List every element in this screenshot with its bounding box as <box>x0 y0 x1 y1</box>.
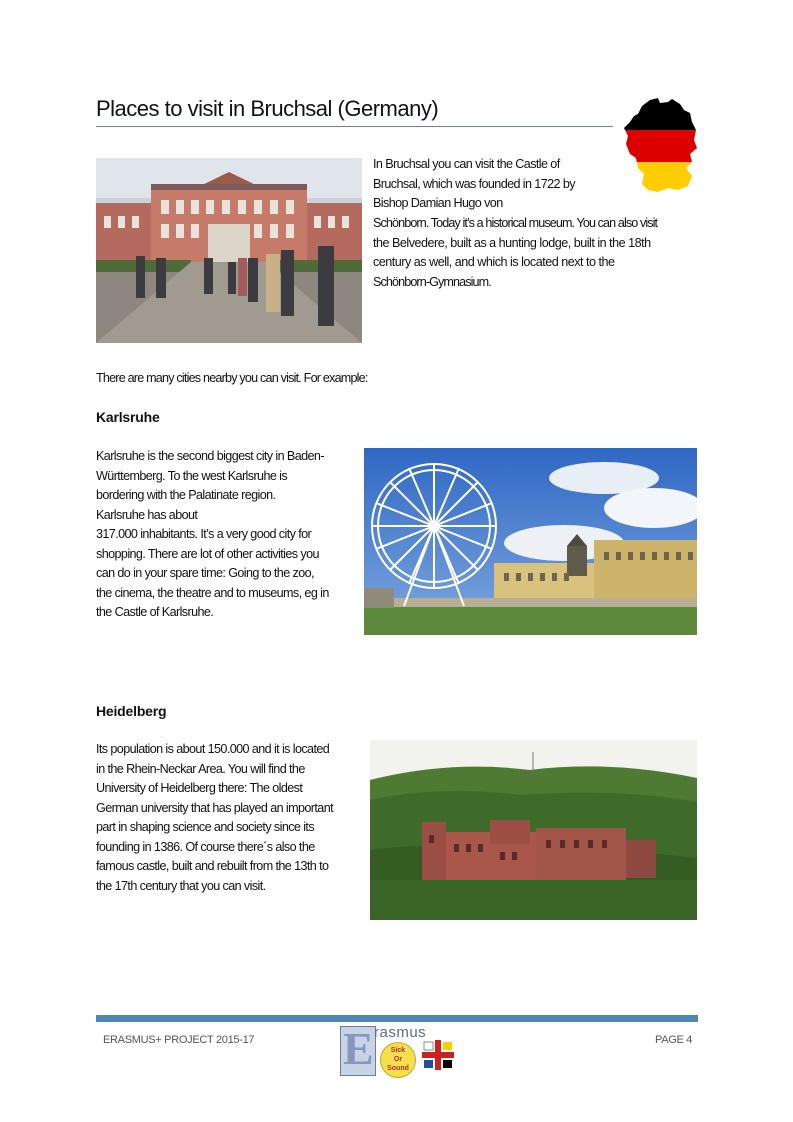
karlsruhe-line: bordering with the Palatinate region. <box>96 488 276 502</box>
intro-line: Schönborn. Today it’s a historical museum. You can also visit <box>373 216 658 230</box>
karlsruhe-line: Karlsruhe is the second biggest city in Baden- <box>96 449 324 463</box>
karlsruhe-line: can do in your spare time: Going to the zoo, <box>96 566 314 580</box>
project-emblem-icon <box>422 1040 454 1070</box>
heidelberg-line: University of Heidelberg there: The oldest <box>96 781 303 795</box>
footer-bar <box>96 1015 698 1022</box>
karlsruhe-line: the cinema, the theatre and to museums, eg in <box>96 585 329 600</box>
erasmus-logo-letter: E <box>343 1023 374 1074</box>
heidelberg-line: founding in 1386. Of course there´s also the <box>96 839 315 854</box>
heidelberg-line: Its population is about 150.000 and it is located <box>96 742 330 756</box>
footer-project-label: ERASMUS+ PROJECT 2015-17 <box>103 1034 255 1046</box>
heidelberg-line: famous castle, built and rebuilt from the 13th to <box>96 859 329 873</box>
intro-line: Schönborn-Gymnasium. <box>373 274 491 289</box>
flag-black-band <box>620 96 700 130</box>
sick-or-sound-badge <box>380 1042 416 1078</box>
intro-line: the Belvedere, built as a hunting lodge, built in the 18th <box>373 235 651 250</box>
nearby-cities-text: There are many cities nearby you can visit. For example: <box>96 371 368 385</box>
heidelberg-line: the 17th century that you can visit. <box>96 878 266 893</box>
heidelberg-castle-photo <box>370 740 697 920</box>
intro-line: Bishop Damian Hugo von <box>373 196 503 210</box>
badge-line: Sound <box>387 1065 409 1072</box>
title-underline <box>96 126 613 127</box>
page-title: Places to visit in Bruchsal (Germany) <box>96 96 439 121</box>
badge-line: Sick <box>390 1047 406 1054</box>
erasmus-logo-word: rasmus <box>374 1024 427 1041</box>
karlsruhe-line: Karlsruhe has about <box>96 507 198 522</box>
erasmus-logo <box>340 1022 458 1076</box>
karlsruhe-heading: Karlsruhe <box>96 409 160 425</box>
bruchsal-castle-photo <box>96 158 362 343</box>
karlsruhe-line: the Castle of Karlsruhe. <box>96 605 214 619</box>
karlsruhe-line: Württemberg. To the west Karlsruhe is <box>96 468 288 483</box>
heidelberg-heading: Heidelberg <box>96 703 167 719</box>
intro-line: Bruchsal, which was founded in 1722 by <box>373 176 575 191</box>
badge-line: Or <box>393 1056 403 1063</box>
intro-line: century as well, and which is located next to the <box>373 255 615 269</box>
karlsruhe-line: shopping. There are lot of other activities you <box>96 546 319 561</box>
footer-page-number: PAGE 4 <box>655 1034 693 1046</box>
heidelberg-line: German university that has played an important <box>96 800 334 815</box>
karlsruhe-palace-photo <box>364 448 697 635</box>
karlsruhe-line: 317.000 inhabitants. It’s a very good city for <box>96 527 312 541</box>
heidelberg-line: in the Rhein-Neckar Area. You will find the <box>96 761 305 776</box>
intro-line: In Bruchsal you can visit the Castle of <box>373 157 560 171</box>
heidelberg-line: part in shaping science and society since its <box>96 820 315 834</box>
